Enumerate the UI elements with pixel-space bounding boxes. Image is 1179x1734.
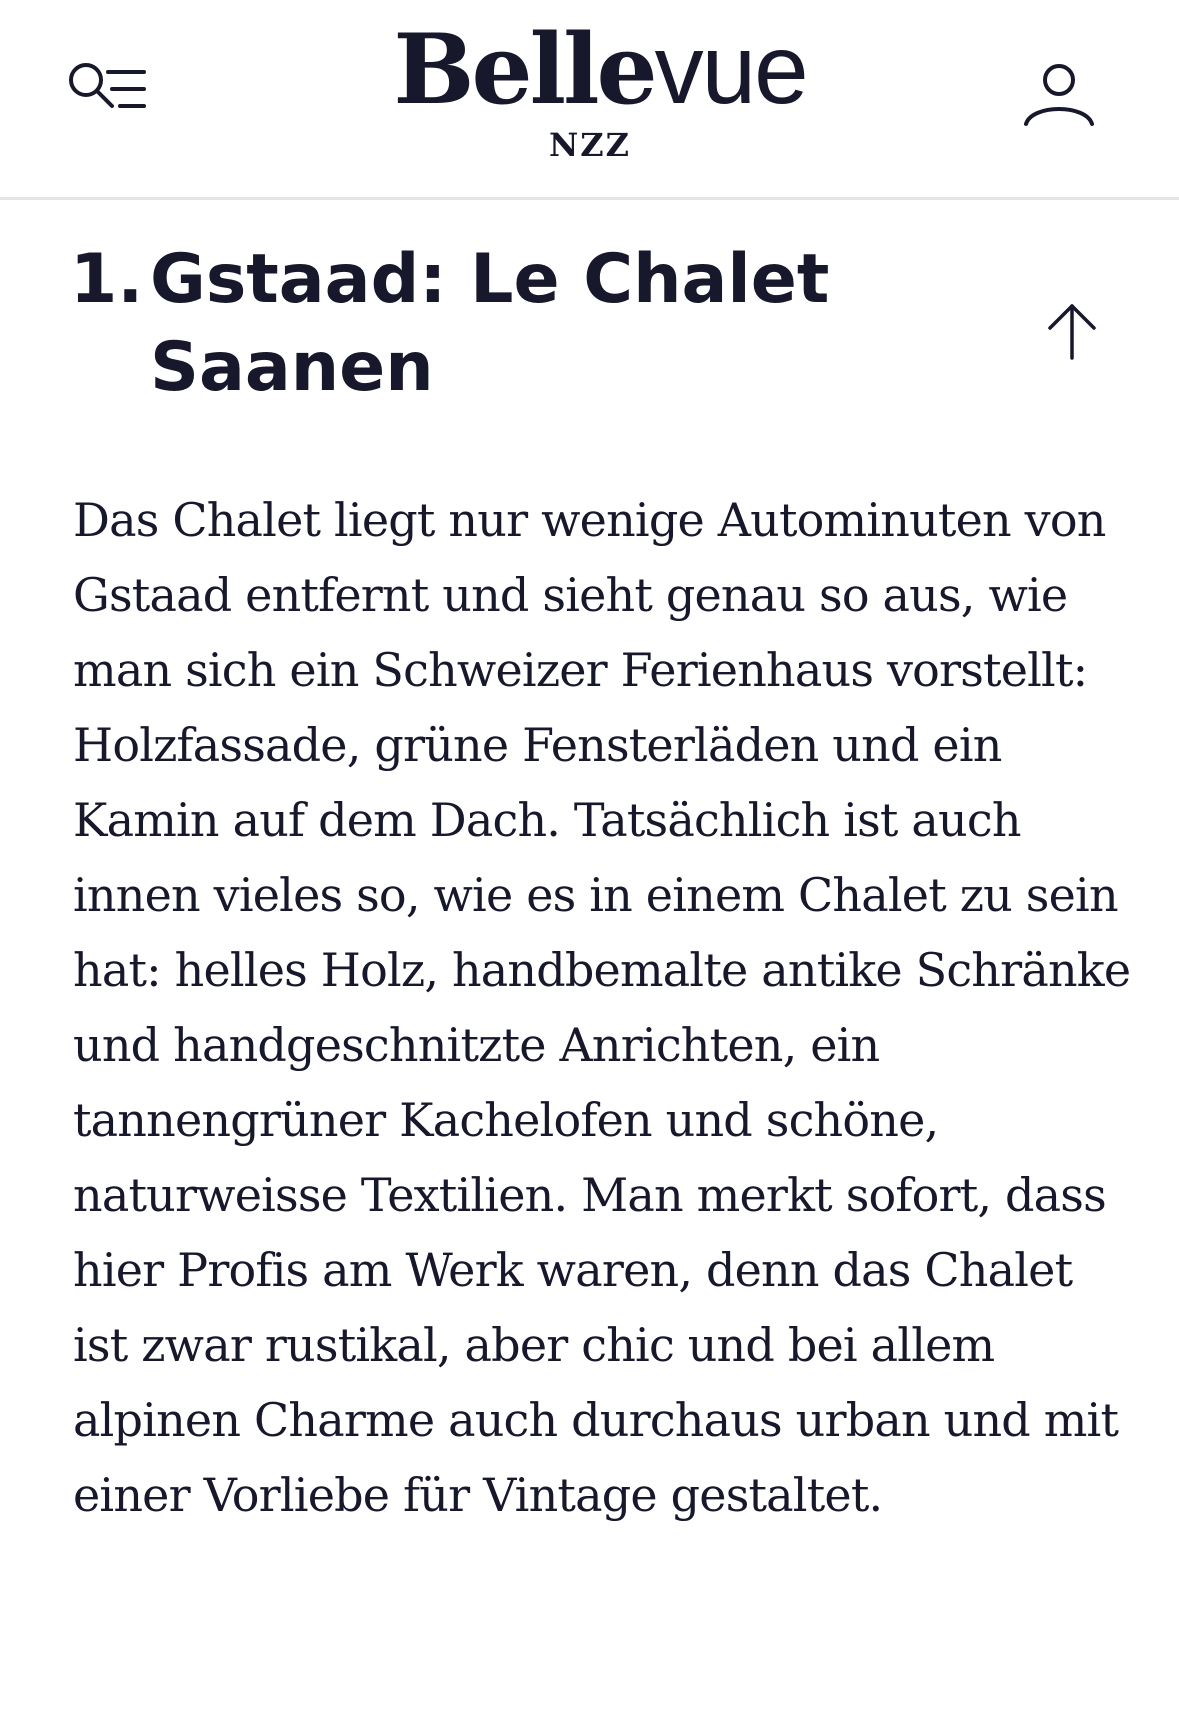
- search-menu-button[interactable]: [64, 60, 154, 130]
- section-title: [70, 236, 930, 412]
- section-number: 1.: [70, 240, 144, 319]
- logo-bold-part: Belle: [393, 13, 655, 126]
- section-title-text: Gstaad: Le Chalet Saanen: [150, 240, 830, 407]
- logo-light-part: vue: [654, 14, 807, 124]
- logo-subtitle: NZZ: [549, 126, 631, 164]
- scroll-to-top-button[interactable]: [1040, 300, 1104, 364]
- account-button[interactable]: [1020, 60, 1098, 132]
- search-menu-icon: [64, 60, 154, 130]
- logo-wordmark: [380, 13, 820, 126]
- site-header: [0, 0, 1179, 200]
- article-paragraph: Das Chalet liegt nur wenige Autominuten von Gstaad entfernt und sieht genau so aus, wie man sich ein Schweizer Ferienhaus vorstellt: Holzfassade, grüne Fensterläden und ein Kamin auf dem Dach. Tatsächlich ist auch innen vieles so, wie es in einem Chalet zu sein hat: helles Holz, handbemalte antike Schränke und handgeschnitzte Anrichten, ein tannengrüner Kachelofen und schöne, naturweisse Textilien. Man merkt sofort, dass hier Profis am Werk waren, denn das Chalet ist zwar rustikal, aber chic und bei allem alpinen Charme auch durchaus urban und mit einer Vorliebe für Vintage gestaltet.: [73, 493, 1131, 1522]
- bellevue-logo[interactable]: [380, 13, 820, 164]
- arrow-up-icon: [1040, 300, 1104, 364]
- user-icon: [1020, 60, 1098, 132]
